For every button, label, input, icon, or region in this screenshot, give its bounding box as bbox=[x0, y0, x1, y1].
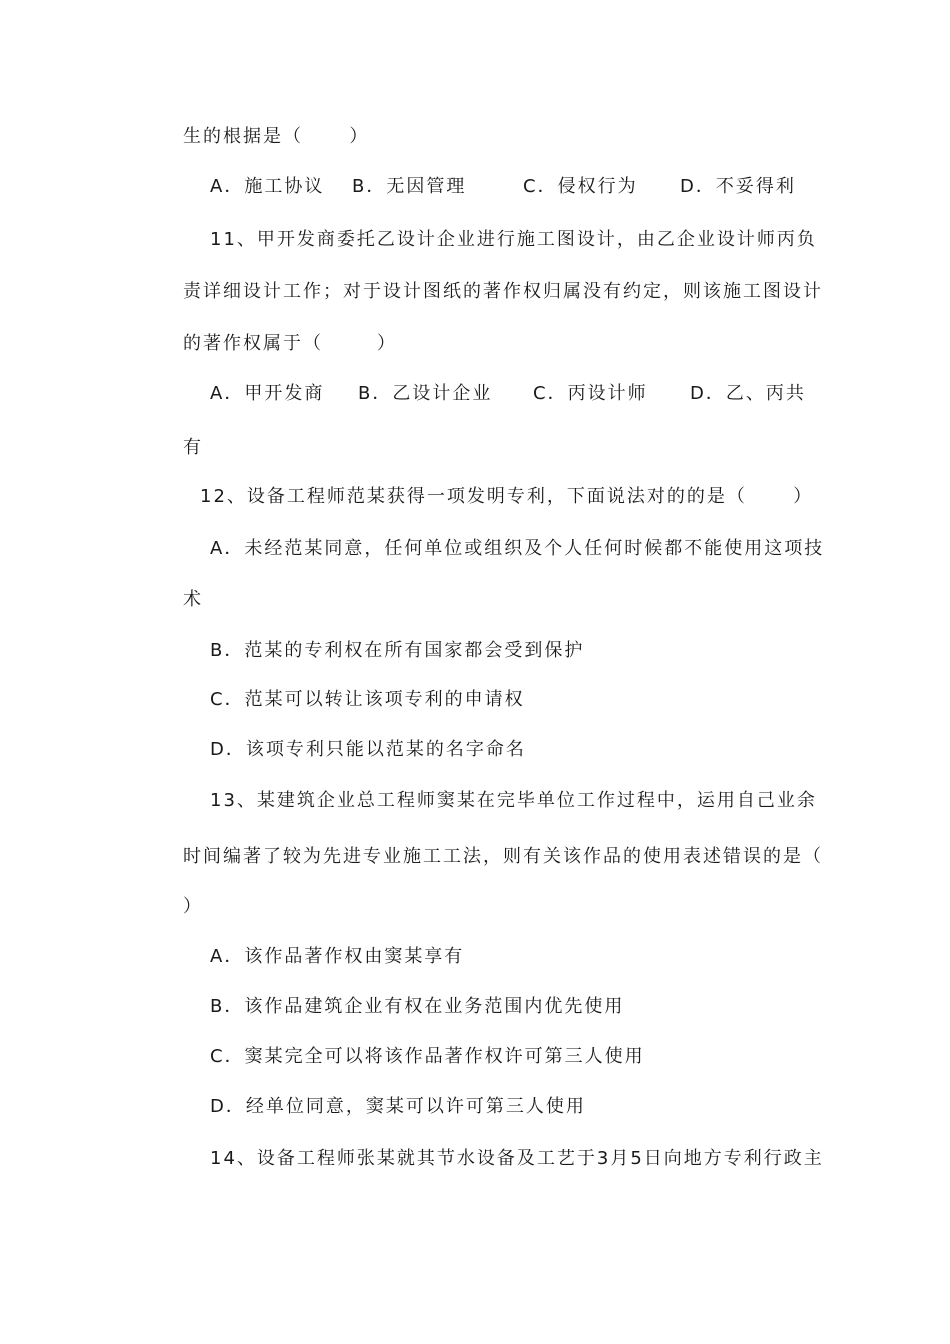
q13-stem-line-1: 13、某建筑企业总工程师窦某在完毕单位工作过程中，运用自己业余 bbox=[210, 790, 817, 811]
q12-option-c: C．范某可以转让该项专利的申请权 bbox=[210, 689, 525, 710]
q12-option-d: D．该项专利只能以范某的名字命名 bbox=[210, 739, 526, 760]
q13-option-d: D．经单位同意，窦某可以许可第三人使用 bbox=[210, 1096, 586, 1117]
q11-stem-line-3: 的著作权属于（ ） bbox=[183, 333, 398, 354]
q11-option-c: C．丙设计师 bbox=[533, 383, 648, 404]
q10-option-c: C．侵权行为 bbox=[523, 176, 638, 197]
q11-option-d-wrap: 有 bbox=[183, 437, 203, 458]
q11-stem-line-2: 责详细设计工作；对于设计图纸的著作权归属没有约定，则该施工图设计 bbox=[183, 281, 823, 302]
q14-stem-line-1: 14、设备工程师张某就其节水设备及工艺于3月5日向地方专利行政主 bbox=[210, 1148, 824, 1169]
q13-option-a: A．该作品著作权由窦某享有 bbox=[210, 946, 465, 967]
q12-option-a-line-2: 术 bbox=[183, 589, 203, 610]
q12-option-a-line-1: A．未经范某同意，任何单位或组织及个人任何时候都不能使用这项技 bbox=[210, 538, 825, 559]
q10-option-b: B．无因管理 bbox=[352, 176, 467, 197]
q11-stem-line-1: 11、甲开发商委托乙设计企业进行施工图设计，由乙企业设计师丙负 bbox=[210, 229, 817, 250]
q10-option-d: D．不妥得利 bbox=[680, 176, 796, 197]
q13-option-c: C．窦某完全可以将该作品著作权许可第三人使用 bbox=[210, 1046, 645, 1067]
q11-option-a: A．甲开发商 bbox=[210, 383, 325, 404]
q11-option-b: B．乙设计企业 bbox=[358, 383, 493, 404]
q12-stem: 12、设备工程师范某获得一项发明专利，下面说法对的的是（ ） bbox=[200, 486, 814, 507]
q10-option-a: A．施工协议 bbox=[210, 176, 325, 197]
q10-stem-tail: 生的根据是（ ） bbox=[183, 126, 370, 147]
q13-option-b: B．该作品建筑企业有权在业务范围内优先使用 bbox=[210, 996, 625, 1017]
q13-stem-line-2: 时间编著了较为先进专业施工工法，则有关该作品的使用表述错误的是（ bbox=[183, 846, 823, 867]
q12-option-b: B．范某的专利权在所有国家都会受到保护 bbox=[210, 640, 585, 661]
q11-option-d: D．乙、丙共 bbox=[690, 383, 806, 404]
q13-stem-line-3: ） bbox=[183, 896, 203, 917]
